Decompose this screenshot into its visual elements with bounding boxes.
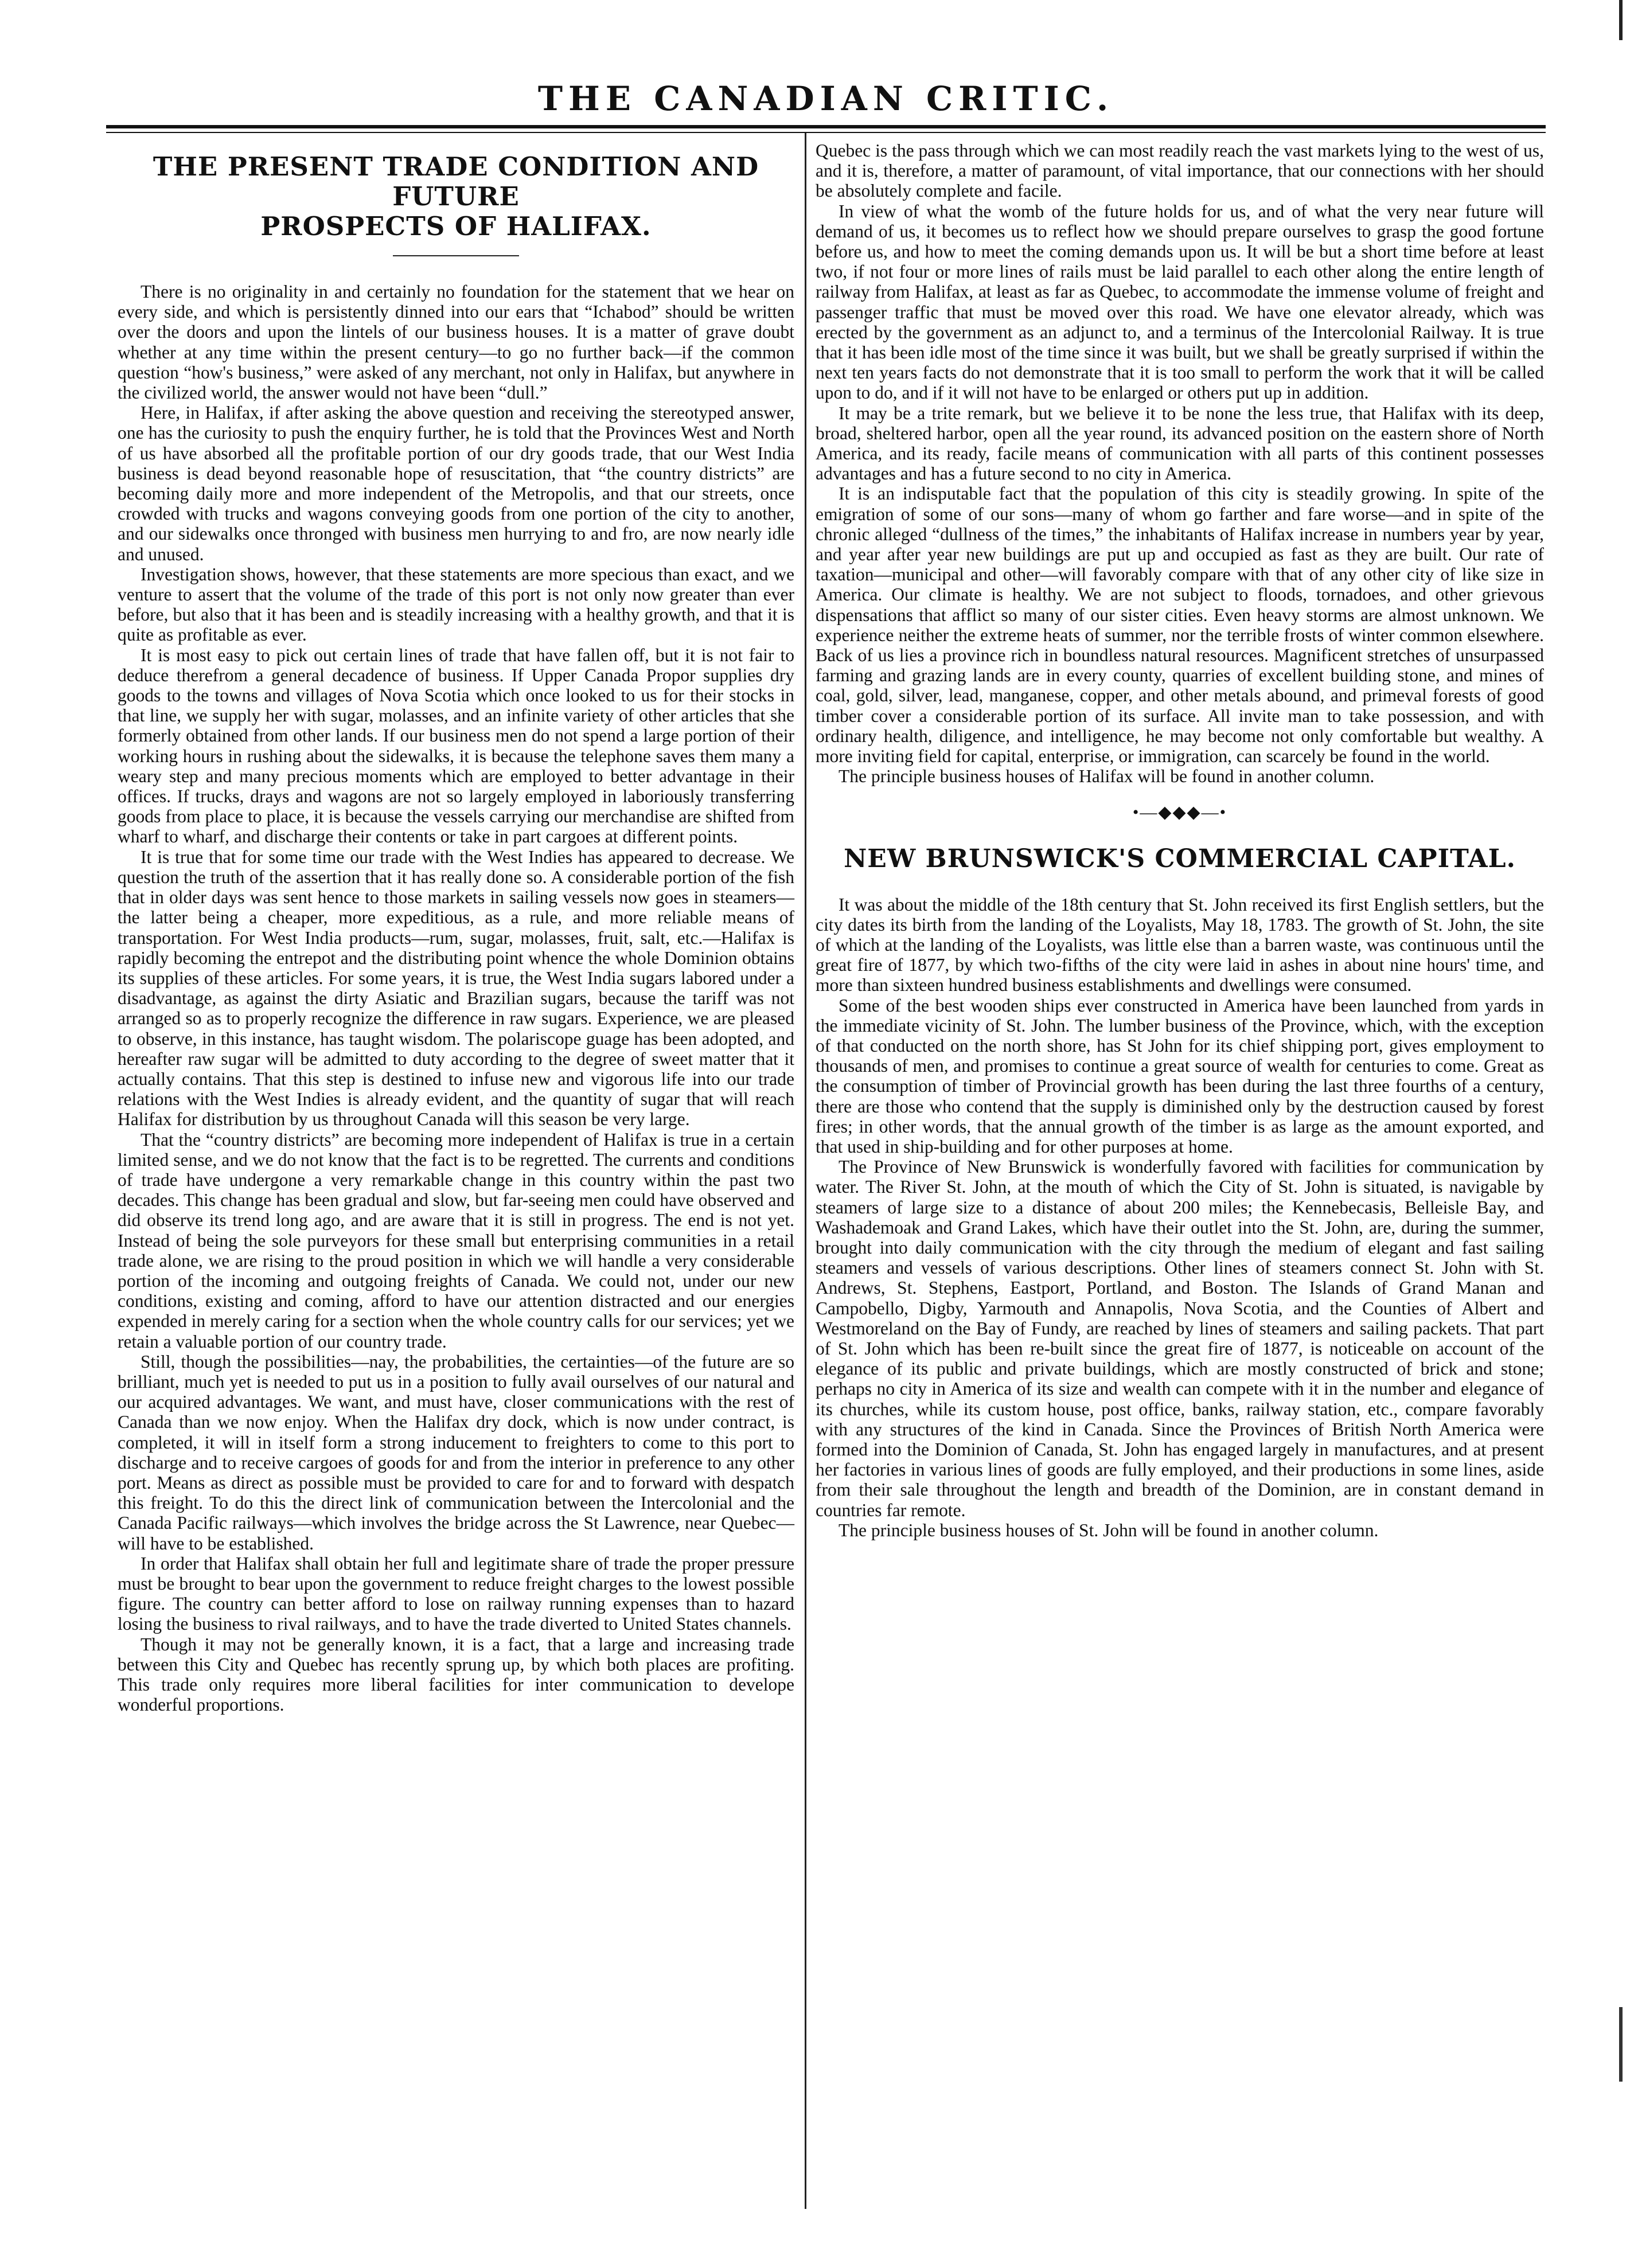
column-divider	[805, 133, 806, 2209]
paragraph: Still, though the possibilities—nay, the probabilities, the certainties—of the future are so brilliant, much yet is needed to put us in a position to fully avail ourselves of our natural and our acquired advantages. We want, and must have, closer communications with the rest of Canada than we now enjoy. When the Halifax dry dock, which is now under contract, is completed, it will in itself form a strong inducement to freighters to come to this port to discharge and to receive cargoes of goods for and from the interior in preference to any other port. Means as direct as possible must be provided to care for and to forward with despatch this freight. To do this the direct link of communication between the Intercolonial and the Canada Pacific railways—which involves the bridge across the St Lawrence, near Quebec—will have to be established.	[118, 1351, 794, 1553]
margin-mark	[1619, 2007, 1623, 2082]
paragraph: Though it may not be generally known, it is a fact, that a large and increasing trade between this City and Quebec has recently sprung up, by which both places are profiting. This trade only requires more liberal facilities for inter communication to develope wonderful proportions.	[118, 1634, 794, 1715]
paragraph: Investigation shows, however, that these statements are more specious than exact, and we venture to assert that the volume of the trade of this port is not only now greater than ever before, but also that it has been and is steadily increasing with a healthy growth, and that it is quite as profitable as ever.	[118, 564, 794, 645]
paragraph: It is true that for some time our trade with the West Indies has appeared to decrease. We question the truth of the assertion that it has really done so. A considerable portion of the fish that in older days was sent hence to those markets in sailing vessels now goes in steamers—the latter being a cheaper, more expeditious, as a rule, and more reliable means of transportation. For West India products—rum, sugar, molasses, fruit, salt, etc.—Halifax is rapidly becoming the entrepot and the distributing point whence the whole Dominion obtains its supplies of these articles. For some years, it is true, the West India sugars labored under a disadvantage, as against the dirty Asiatic and Brazilian sugars, because the tariff was not arranged so as to properly recognize the difference in raw sugars. Experience, we are pleased to observe, in this instance, has taught wisdom. The polariscope guage has been adopted, and hereafter raw sugar will be admitted to duty according to the degree of sweet matter that it actually contains. That this step is destined to infuse new and vigorous life into our trade relations with the West Indies is already evident, and the quantity of sugar that will reach Halifax for distribution by us throughout Canada will this season be very large.	[118, 846, 794, 1130]
paragraph: It was about the middle of the 18th century that St. John received its first English settlers, but the city dates its birth from the landing of the Loyalists, May 18, 1783. The growth of St. John, the site of which at the landing of the Loyalists, was little else than a barren waste, was continuous until the great fire of 1877, by which two-fifths of the city were laid in ashes in about nine hours' time, and more than sixteen hundred business establishments and dwellings were consumed.	[816, 894, 1544, 996]
paragraph: In view of what the womb of the future holds for us, and of what the very near future will demand of us, it becomes us to reflect how we should prepare ourselves to grasp the good fortune before us, and how to meet the coming demands upon us. It will be but a short time before at least two, if not four or more lines of rails must be laid parallel to each other along the entire length of railway from Halifax, at least as far as Quebec, to accommodate the immense volume of freight and passenger traffic that must be moved over this road. We have one elevator already, which was erected by the government as an adjunct to, and a terminus of the Intercolonial Railway. It is true that it has been idle most of the time since it was built, but we shall be greatly surprised if within the next ten years facts do not demonstrate that it is too small to perform the work that it will be called upon to do, and if it will not have to be enlarged or others put up in addition.	[816, 201, 1544, 403]
paragraph: Here, in Halifax, if after asking the above question and receiving the stereotyped answer, one has the curiosity to push the enquiry further, he is told that the Provinces West and North of us have absorbed all the profitable portion of our dry goods trade, that our West India business is dead beyond reasonable hope of resuscitation, that “the country districts” are becoming daily more and more independent of the Metropolis, and that our streets, once crowded with trucks and wagons conveying goods from one portion of the city to another, and our sidewalks once thronged with business men hurrying to and fro, are now nearly idle and unused.	[118, 403, 794, 564]
paragraph: It is an indisputable fact that the population of this city is steadily growing. In spite of the emigration of some of our sons—many of whom go farther and fare worse—and in spite of the chronic alleged “dullness of the times,” the inhabitants of Halifax increase in numbers year by year, and year after year new buildings are put up and occupied as fast as they are built. Our rate of taxation—municipal and other—will favorably compare with that of any other city of like size in America. Our climate is healthy. We are not subject to floods, tornadoes, and other grievous dispensations that afflict so many of our sister cities. Even heavy storms are almost unknown. We experience neither the extreme heats of summer, nor the terrible frosts of winter common elsewhere. Back of us lies a province rich in boundless natural resources. Magnificent stretches of unsurpassed farming and grazing lands are in every county, quarries of excellent building stone, and mines of coal, gold, silver, lead, manganese, copper, and other metals abound, and primeval forests of good timber cover a considerable portion of its surface. All invite man to take possession, and with ordinary health, diligence, and intelligence, he may become not only comfortable but wealthy. A more inviting field for capital, enterprise, or immigration, can scarcely be found in the world.	[816, 483, 1544, 767]
paragraph: In order that Halifax shall obtain her full and legitimate share of trade the proper pressure must be brought to bear upon the government to reduce freight charges to the lowest possible figure. The country can better afford to lose on railway running expenses than to hazard losing the business to rival railways, and to have the trade diverted to United States channels.	[118, 1553, 794, 1634]
paragraph: The Province of New Brunswick is wonderfully favored with facilities for communication by water. The River St. John, at the mouth of which the City of St. John is situated, is navigable by steamers of large size to a distance of about 200 miles; the Kennebecasis, Belleisle Bay, and Washademoak and Grand Lakes, which have their outlet into the St. John, are, during the summer, brought into daily communication with the city through the medium of elegant and fast sailing steamers and vessels of various descriptions. Other lines of steamers connect St. John with St. Andrews, St. Stephens, Eastport, Portland, and Boston. The Islands of Grand Manan and Campobello, Digby, Yarmouth and Annapolis, Nova Scotia, and the Counties of Albert and Westmoreland on the Bay of Fundy, are reached by lines of steamers and sailing packets. That part of St. John which has been re-built since the great fire of 1877, is noticeable on account of the elegance of its public and private buildings, which are mostly constructed of brick and stone; perhaps no city in America of its size and wealth can compete with it in the number and elegance of its churches, while its custom house, post office, banks, railway station, etc., compare favorably with any structures of the kind in Canada. Since the Provinces of British North America were formed into the Dominion of Canada, St. John has engaged largely in manufactures, and at present her factories in various lines of goods are fully employed, and their productions in some lines, aside from their sale throughout the length and breadth of the Dominion, are in constant demand in countries far remote.	[816, 1157, 1544, 1520]
left-column	[118, 140, 794, 1715]
masthead-rule-thin	[106, 132, 1546, 133]
masthead-rule	[106, 125, 1546, 128]
paragraph: The principle business houses of St. John will be found in another column.	[839, 1520, 1379, 1540]
article-title: NEW BRUNSWICK'S COMMERCIAL CAPITAL.	[844, 844, 1516, 873]
paragraph: Quebec is the pass through which we can most readily reach the vast markets lying to the west of us, and it is, therefore, a matter of paramount, of vital importance, that our connections with her should be absolutely complete and facile.	[816, 140, 1544, 201]
article-title-line: PROSPECTS OF HALIFAX.	[260, 211, 652, 241]
margin-mark	[1619, 0, 1623, 40]
paragraph: It may be a trite remark, but we believe it to be none the less true, that Halifax with its deep, broad, sheltered harbor, open all the year round, its advanced position on the eastern shore of North America, and its ready, facile means of communication with all parts of this continent possesses advantages and has a future second to no city in America.	[816, 403, 1544, 484]
paragraph: That the “country districts” are becoming more independent of Halifax is true in a certain limited sense, and we do not know that the fact is to be regretted. The currents and conditions of trade have undergone a very remarkable change in this country within the past two decades. This change has been gradual and slow, but far-seeing men could have observed and did observe its trend long ago, and are aware that it is still in progress. The end is not yet. Instead of being the sole purveyors for these small but enterprising communities in a retail trade alone, we are rising to the proud position in which we will handle a very considerable portion of the incoming and outgoing freights of Canada. We could not, under our new conditions, existing and coming, afford to have our attention distracted and our energies expended in merely caring for a section when the whole country calls for our services; yet we retain a valuable portion of our country trade.	[118, 1129, 794, 1352]
paragraph: The principle business houses of Halifax will be found in another column.	[839, 766, 1375, 787]
article-title	[129, 152, 783, 241]
article-title-line: THE PRESENT TRADE CONDITION AND FUTURE	[153, 151, 759, 212]
section-ornament: •—◆◆◆—•	[1132, 802, 1227, 822]
title-rule	[393, 255, 519, 256]
masthead: THE CANADIAN CRITIC.	[537, 79, 1114, 118]
right-column	[816, 140, 1544, 1540]
paragraph: There is no originality in and certainly no foundation for the statement that we hear on every side, and which is persistently dinned into our ears that “Ichabod” should be written over the doors and upon the lintels of our business houses. It is a matter of grave doubt whether at any time within the present century—to go no further back—if the common question “how's business,” were asked of any merchant, not only in Halifax, but anywhere in the civilized world, the answer would not have been “dull.”	[118, 282, 794, 403]
paragraph: Some of the best wooden ships ever constructed in America have been launched from yards in the immediate vicinity of St. John. The lumber business of the Province, which, with the exception of that conducted on the north shore, has St John for its chief shipping port, gives employment to thousands of men, and promises to continue a great source of wealth for centuries to come. Great as the consumption of timber of Provincial growth has been during the last three fourths of a century, there are those who contend that the supply is diminished only by the destruction caused by forest fires; in other words, that the annual growth of the timber is as large as the amount exported, and that used in ship-building and for other purposes at home.	[816, 995, 1544, 1157]
paragraph: It is most easy to pick out certain lines of trade that have fallen off, but it is not fair to deduce therefrom a general decadence of business. If Upper Canada Propor supplies dry goods to the towns and villages of Nova Scotia which once looked to us for their stocks in that line, we supply her with sugar, molasses, and an infinite variety of other articles that she formerly obtained from other lands. If our business men do not spend a large portion of their working hours in rushing about the sidewalks, it is because the telephone saves them many a weary step and many precious moments which are employed to better advantage in their offices. If trucks, drays and wagons are not so largely employed in laboriously transferring goods from place to place, it is because the vessels carrying our merchandise are shifted from wharf to wharf, and discharge their contents or take in part cargoes at different points.	[118, 645, 794, 847]
